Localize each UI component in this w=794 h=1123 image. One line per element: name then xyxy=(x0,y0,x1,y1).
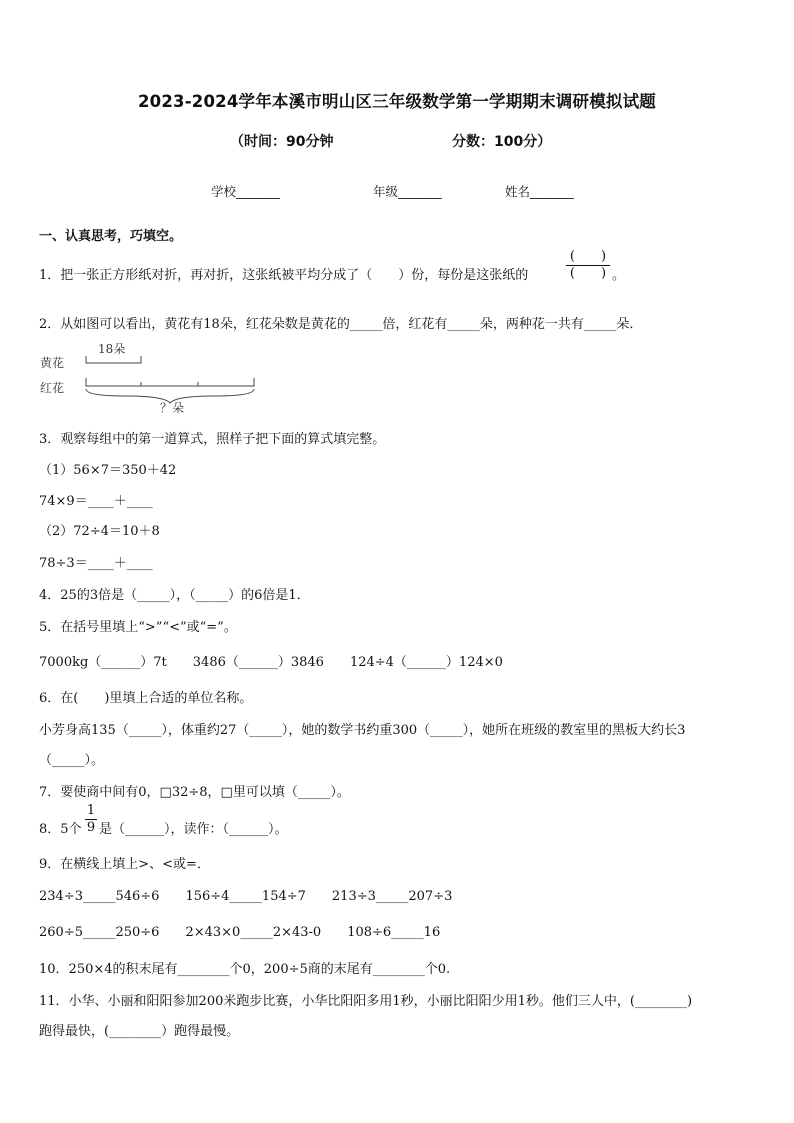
question-9-line-1: 234÷3_____546÷6 156÷4_____154÷7 213÷3_____207÷3 xyxy=(39,889,453,904)
fraction-denominator: 9 xyxy=(86,820,96,835)
question-11-line-2: 跑得最快，(________）跑得最慢。 xyxy=(39,1024,240,1039)
question-3: 3．观察每组中的第一道算式，照样子把下面的算式填完整。 xyxy=(39,432,386,447)
question-5: 5．在括号里填上“>”“<”或“=”。 xyxy=(39,620,237,635)
red-count-label: ？朵 xyxy=(160,401,185,415)
yellow-bar xyxy=(86,356,141,363)
question-6-line-1: 小芳身高135（_____），体重约27（_____），她的数学书约重300（_____），她所在班级的教室里的黑板大约长3 xyxy=(39,723,686,738)
fraction-numerator: ( ) xyxy=(569,249,607,264)
school-field[interactable]: 学校_______ xyxy=(211,184,280,199)
question-6: 6．在( )里填上合适的单位名称。 xyxy=(39,691,253,706)
yellow-flower-label: 黄花 xyxy=(40,356,65,370)
fraction-numerator: 1 xyxy=(86,803,96,818)
question-3-blank-1: 74×9＝____＋____ xyxy=(39,494,153,509)
flower-diagram xyxy=(36,336,266,416)
question-1 xyxy=(39,264,528,283)
question-7: 7．要使商中间有0，□32÷8，□里可以填（_____）。 xyxy=(39,785,350,800)
yellow-count-label: 18朵 xyxy=(98,342,126,356)
question-1-tail: 。 xyxy=(612,268,626,283)
question-3-example-2: （2）72÷4＝10＋8 xyxy=(39,524,160,539)
red-bar xyxy=(86,378,254,386)
question-1-fraction xyxy=(566,249,610,282)
exam-score: 分数：100分） xyxy=(452,134,552,150)
grade-field[interactable]: 年级_______ xyxy=(373,184,442,199)
question-9: 9．在横线上填上>、<或=． xyxy=(39,857,210,872)
question-1-text: 1．把一张正方形纸对折，再对折，这张纸被平均分成了（ ）份，每份是这张纸的 xyxy=(39,268,529,283)
question-8-post: 是（______），读作：（______）。 xyxy=(99,822,288,837)
question-2: 2．从如图可以看出，黄花有18朵，红花朵数是黄花的_____倍，红花有_____朵，两种花一共有_____朵． xyxy=(39,317,643,332)
question-11-line-1: 11．小华、小丽和阳阳参加200米跑步比赛，小华比阳阳多用1秒，小丽比阳阳少用1秒。他们三人中，(________) xyxy=(39,994,693,1009)
question-5-items: 7000kg（______）7t 3486（______）3846 124÷4（______）124×0 xyxy=(39,655,503,670)
section-heading: 一、认真思考，巧填空。 xyxy=(39,229,183,244)
red-flower-label: 红花 xyxy=(40,381,65,395)
question-3-example-1: （1）56×7＝350＋42 xyxy=(39,463,177,478)
page-title: 2023-2024学年本溪市明山区三年级数学第一学期期末调研模拟试题 xyxy=(138,92,656,111)
question-6-line-2: （_____）。 xyxy=(39,753,105,768)
question-10: 10．250×4的积末尾有________个0，200÷5商的末尾有________个0. xyxy=(39,962,451,977)
question-9-line-2: 260÷5_____250÷6 2×43×0_____2×43-0 108÷6_____16 xyxy=(39,925,441,940)
question-3-blank-2: 78÷3＝____＋____ xyxy=(39,556,153,571)
fraction-denominator: ( ) xyxy=(569,266,607,281)
question-8-pre: 8．5个 xyxy=(39,822,82,837)
name-field[interactable]: 姓名_______ xyxy=(505,184,574,199)
exam-time: （时间：90分钟 xyxy=(230,134,334,150)
question-4: 4．25的3倍是（_____），（_____）的6倍是1． xyxy=(39,588,310,603)
question-8-fraction xyxy=(85,803,97,836)
